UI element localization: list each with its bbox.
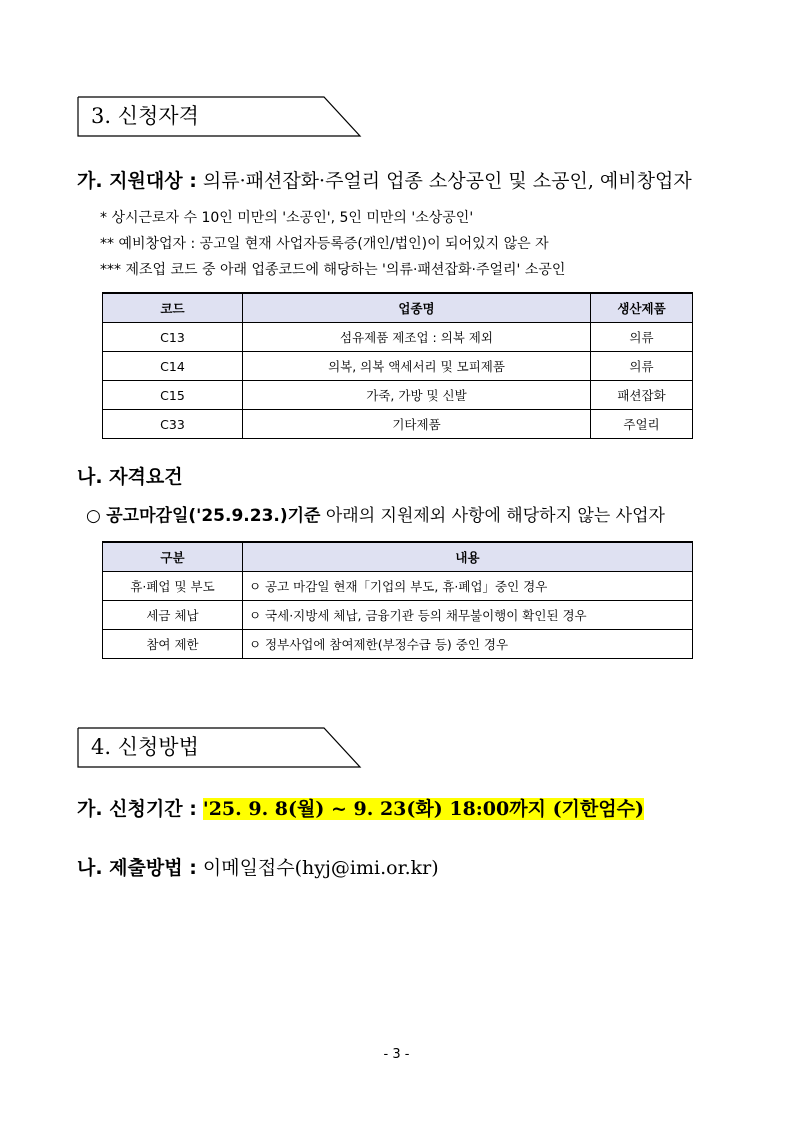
cell-industry-name: 기타제품 — [243, 410, 591, 439]
cell-content: ㅇ 공고 마감일 현재「기업의 부도, 휴·폐업」중인 경우 — [243, 572, 693, 601]
header-category: 구분 — [103, 542, 243, 572]
header-industry-name: 업종명 — [243, 293, 591, 323]
cell-industry-name: 가죽, 가방 및 신발 — [243, 381, 591, 410]
cell-code: C14 — [103, 352, 243, 381]
eligibility-heading — [77, 168, 692, 194]
cell-industry-name: 섬유제품 제조업 : 의복 제외 — [243, 323, 591, 352]
requirements-label: 나. 자격요건 — [77, 466, 183, 488]
requirements-bullet-bold: 공고마감일('25.9.23.)기준 — [106, 506, 321, 526]
industry-code-table — [102, 292, 693, 439]
cell-code: C13 — [103, 323, 243, 352]
exclusion-table — [102, 541, 693, 659]
eligibility-note-3: *** 제조업 코드 중 아래 업종코드에 해당하는 '의류·패션잡화·주얼리' 소공인 — [100, 262, 566, 278]
period-label: 가. 신청기간 : — [77, 798, 197, 820]
eligibility-label: 가. 지원대상 : — [77, 170, 197, 192]
cell-code: C33 — [103, 410, 243, 439]
header-code: 코드 — [103, 293, 243, 323]
submission-label: 나. 제출방법 : — [77, 857, 197, 879]
cell-product: 패션잡화 — [591, 381, 693, 410]
cell-category: 세금 체납 — [103, 601, 243, 630]
cell-code: C15 — [103, 381, 243, 410]
bullet-circle-icon: ○ — [86, 506, 101, 526]
cell-product: 의류 — [591, 352, 693, 381]
requirements-bullet — [86, 504, 665, 528]
cell-industry-name: 의복, 의복 액세서리 및 모피제품 — [243, 352, 591, 381]
section-3-title-box — [77, 96, 362, 136]
submission-value: 이메일접수(hyj@imi.or.kr) — [202, 857, 439, 879]
table-header-row — [103, 293, 693, 323]
page-number: - 3 - — [383, 1047, 410, 1062]
table-row — [103, 630, 693, 659]
requirements-heading — [77, 464, 183, 490]
section-4-title-box — [77, 727, 362, 767]
table-header-row — [103, 542, 693, 572]
cell-category: 휴·폐업 및 부도 — [103, 572, 243, 601]
eligibility-note-2: ** 예비창업자 : 공고일 현재 사업자등록증(개인/법인)이 되어있지 않은 자 — [100, 236, 549, 252]
cell-product: 주얼리 — [591, 410, 693, 439]
requirements-bullet-text: 아래의 지원제외 사항에 해당하지 않는 사업자 — [325, 506, 665, 526]
cell-content: ㅇ 국세·지방세 체납, 금융기관 등의 채무불이행이 확인된 경우 — [243, 601, 693, 630]
header-content: 내용 — [243, 542, 693, 572]
table-row — [103, 572, 693, 601]
table-row — [103, 352, 693, 381]
section-4-title: 4. 신청방법 — [91, 735, 199, 759]
cell-category: 참여 제한 — [103, 630, 243, 659]
eligibility-description: 의류·패션잡화·주얼리 업종 소상공인 및 소공인, 예비창업자 — [202, 170, 692, 192]
header-product: 생산제품 — [591, 293, 693, 323]
period-value: '25. 9. 8(월) ~ 9. 23(화) 18:00까지 (기한엄수) — [202, 798, 644, 820]
table-row — [103, 323, 693, 352]
cell-product: 의류 — [591, 323, 693, 352]
table-row — [103, 410, 693, 439]
table-row — [103, 381, 693, 410]
period-heading — [77, 796, 644, 822]
table-row — [103, 601, 693, 630]
submission-heading — [77, 855, 439, 881]
cell-content: ㅇ 정부사업에 참여제한(부정수급 등) 중인 경우 — [243, 630, 693, 659]
eligibility-note-1: * 상시근로자 수 10인 미만의 '소공인', 5인 미만의 '소상공인' — [100, 210, 474, 226]
section-3-title: 3. 신청자격 — [91, 104, 199, 128]
